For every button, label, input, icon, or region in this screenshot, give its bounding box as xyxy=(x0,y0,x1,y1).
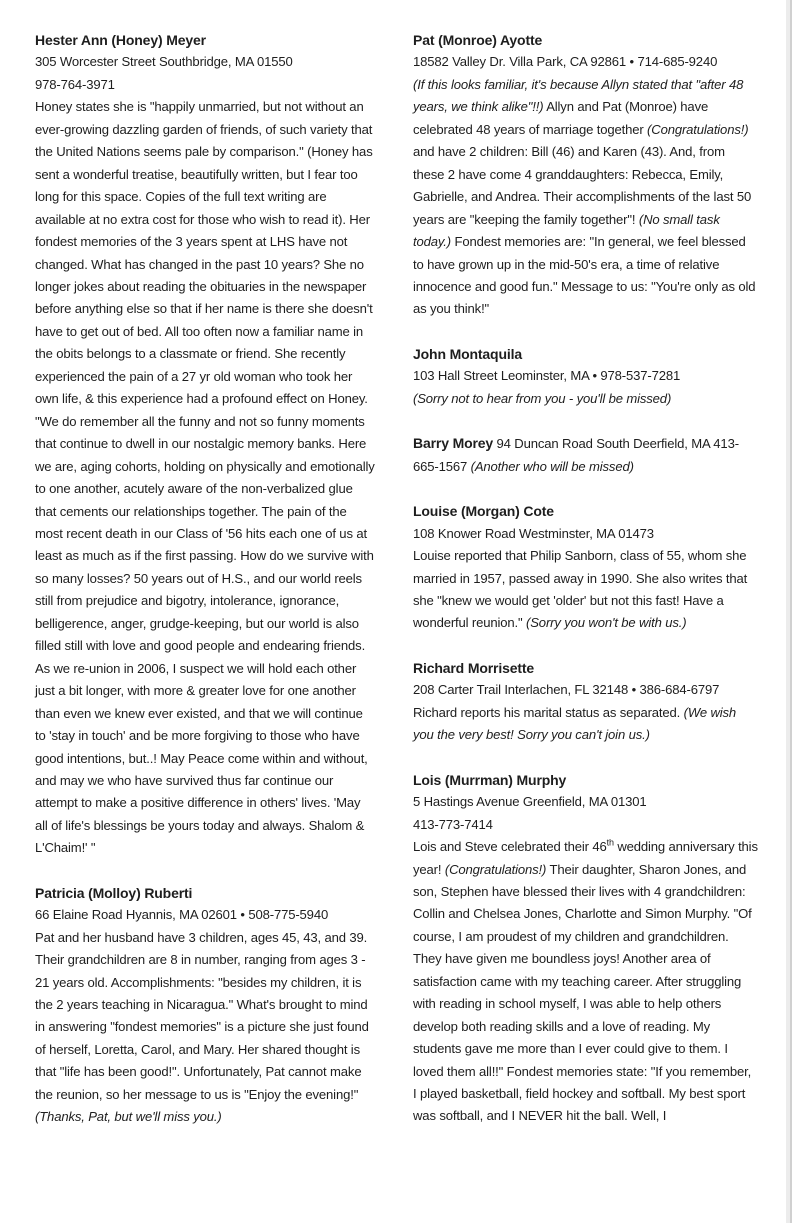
entry-name: Lois (Murrman) Murphy xyxy=(413,771,567,788)
entry-body: wedding anniversary this year! xyxy=(413,839,758,877)
entry-body: Honey states she is "happily unmarried, but not without an ever-growing dazzling garden of friends, of such variety that the United Nations seems pale by comparison." (Honey has sent a wonderful treatise, beautifully written, but I fear too long for this space. Copies of the full text writing are available at no extra cost for those who wish to read it). Her fondest memories of the 3 years spent at LHS have not changed. What has changed in the past 10 years? She no longer jokes about reading the obituaries in the newspaper before anything else so that if her name is there she doesn't have to get out of bed. All too often now a familiar name in the obits belongs to a classmate or friend. She recently experienced the pain of a 27 yr old woman who took her own life, & this experience had a profound effect on Honey. "We do remember all the funny and not so funny moments that continue to dwell in our nostalgic memory banks. Here we are, aging cohorts, holding on physically and emotionally to one another, acutely aware of the non-verbalized glue that cements our relationships together. The pain of the most recent death in our Class of '56 hits each one of us at least as much as if the first passing. How do we survive with so many losses? 50 years out of H.S., and our world reels still from prejudice and bigotry, intolerance, ignorance, belligerence, anger, grudge-keeping, but our world is also filled still with love and good people and endearing friends. As we re-union in 2006, I suspect we will hold each other just a bit longer, with more & greater love for one another than even we knew ever existed, and that we will continue to 'stay in touch' and be more forgiving to those who have good intentions, but..! May Peace come within and without, and may we who have survived thus far continue our attempt to make a positive difference in others' lives. 'May all of life's blessings be yours today and always. Shalom & L'Chaim!' " xyxy=(35,99,375,856)
editor-note: (Congratulations!) xyxy=(444,861,547,877)
entry-cote xyxy=(413,500,758,635)
entry-morrisette xyxy=(413,657,758,747)
editor-note: (If this looks familiar, it's because Allyn stated that "after 48 years, we think alike"!!) xyxy=(413,76,744,115)
entry-address: 305 Worcester Street Southbridge, MA 01550 xyxy=(35,54,293,70)
entry-address: 5 Hastings Avenue Greenfield, MA 01301 xyxy=(413,794,647,810)
entry-phone: 978-764-3971 xyxy=(35,76,115,92)
editor-note: (No small task today.) xyxy=(413,211,720,250)
entry-body: Louise reported that Philip Sanborn, class of 55, whom she married in 1957, passed away in 1990. She also writes that she "knew we would get 'older' but not this fast! Have a wonderful reunion." xyxy=(413,548,748,631)
entry-name: Pat (Monroe) Ayotte xyxy=(413,32,543,48)
entry-phone: 413-773-7414 xyxy=(413,816,493,832)
entry-morey xyxy=(413,432,758,478)
page-edge-border xyxy=(786,0,792,1223)
entry-address: 103 Hall Street Leominster, MA • 978-537-7281 xyxy=(413,368,681,384)
entry-name: Louise (Morgan) Cote xyxy=(413,503,554,520)
entry-address: 94 Duncan Road South Deerfield, MA 413-665-1567 xyxy=(413,436,739,474)
entry-ruberti xyxy=(35,882,375,1129)
entry-body: Pat and her husband have 3 children, ages 45, 43, and 39. Their grandchildren are 8 in number, ranging from ages 3 - 21 years old. Accomplishments: "besides my children, it is the 2 years teaching in Nicaragua." What's brought to mind in answering "fondest memories" is a picture she just found of herself, Loretta, Carol, and Mary. Her shared thought is that "life has been good!". Unfortunately, Pat cannot make the reunion, so her message to us is "Enjoy the evening!" xyxy=(35,929,369,1102)
entry-ayotte xyxy=(413,29,758,321)
entry-address: 66 Elaine Road Hyannis, MA 02601 • 508-775-5940 xyxy=(35,907,329,923)
editor-note: (Congratulations!) xyxy=(647,121,749,137)
entry-body: and have 2 children: Bill (46) and Karen (43). And, from these 2 have come 4 granddaughters: Rebecca, Emily, Gabrielle, and Andrea. Their accomplishments of the last 50 years are "keeping the family together"! xyxy=(413,144,752,227)
entry-montaquila xyxy=(413,343,758,410)
right-column xyxy=(413,29,758,1128)
entry-body: Lois and Steve celebrated their 46 xyxy=(413,839,607,855)
left-column xyxy=(35,29,375,1129)
editor-note: (Thanks, Pat, but we'll miss you.) xyxy=(35,1109,222,1125)
entry-murphy xyxy=(413,769,758,1128)
editor-note: (Sorry not to hear from you - you'll be missed) xyxy=(413,390,672,406)
entry-name: Hester Ann (Honey) Meyer xyxy=(35,32,206,48)
editor-note: (Another who will be missed) xyxy=(470,458,634,474)
editor-note: (Sorry you won't be with us.) xyxy=(526,615,687,631)
editor-note: (We wish you the very best! Sorry you can't join us.) xyxy=(413,704,737,743)
entry-body: Richard reports his marital status as separated. xyxy=(413,704,684,720)
ordinal-suffix: th xyxy=(606,837,614,848)
entry-name: Richard Morrisette xyxy=(413,659,534,676)
entry-name: Barry Morey xyxy=(413,435,494,452)
entry-body: Fondest memories are: "In general, we feel blessed to have grown up in the mid-50's era, a time of relative innocence and good fun." Message to us: "You're only as old as you think!" xyxy=(413,234,756,317)
entry-address: 18582 Valley Dr. Villa Park, CA 92861 • 714-685-9240 xyxy=(413,54,718,70)
entry-body: Allyn and Pat (Monroe) have celebrated 48 years of marriage together xyxy=(413,99,709,137)
entry-address: 108 Knower Road Westminster, MA 01473 xyxy=(413,525,654,541)
entry-name: John Montaquila xyxy=(413,345,522,362)
entry-meyer xyxy=(35,29,375,860)
entry-body: Their daughter, Sharon Jones, and son, Stephen have blessed their lives with 4 grandchildren: Collin and Chelsea Jones, Charlotte and Simon Murphy. "Of course, I am proudest of my children and grandchildren. They have given me boundless joys! Another area of satisfaction came with my teaching career. After struggling with reading in school myself, I was able to help others develop both reading skills and a love of reading. My students gave me more than I ever could give to them. I loved them all!!" Fondest memories state: "If you remember, I played basketball, field hockey and softball. My best sport was softball, and I NEVER hit the ball. Well, I xyxy=(413,861,752,1124)
entry-name: Patricia (Molloy) Ruberti xyxy=(35,884,193,901)
entry-address: 208 Carter Trail Interlachen, FL 32148 • 386-684-6797 xyxy=(413,682,720,698)
